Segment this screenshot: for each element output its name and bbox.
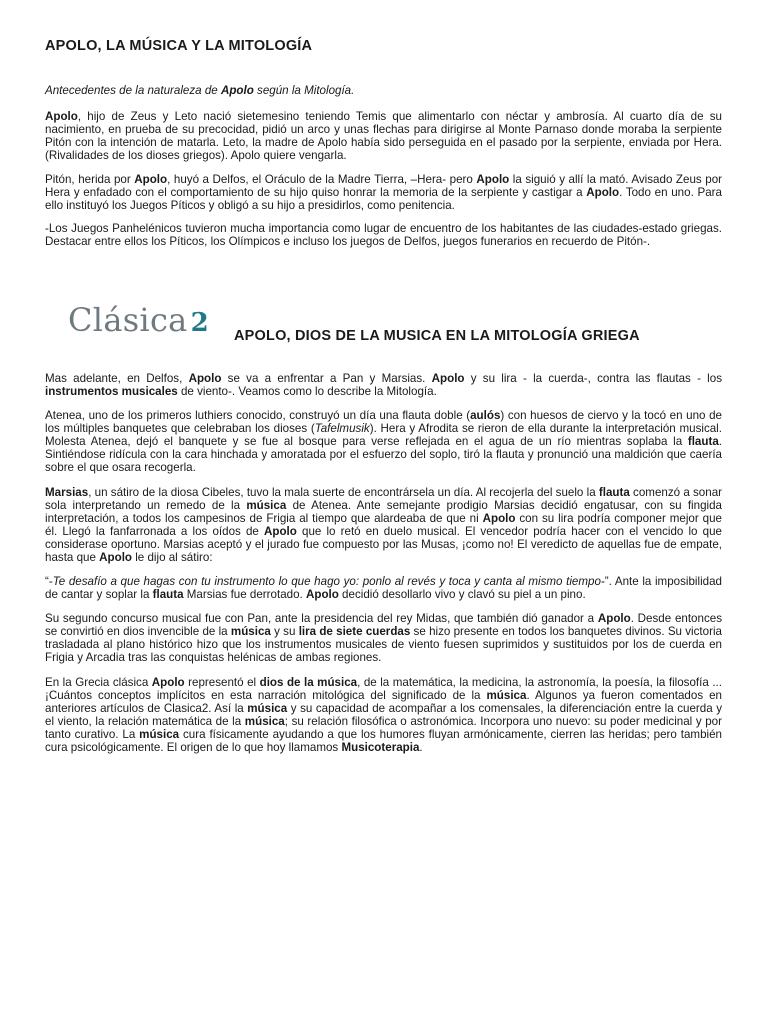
- bold-term: Musicoterapia: [341, 741, 420, 755]
- bold-term: Apolo: [151, 676, 185, 689]
- text-span: ; su relación filosófica o astronómica. Incorpora uno nuevo: su poder medicinal y por tanto curativo. La: [45, 715, 722, 742]
- bold-term: Apolo: [99, 551, 132, 565]
- paragraph-atenea: [45, 409, 722, 474]
- text-span: Su segundo concurso musical fue con Pan, ante la presidencia del rey Midas, que también dió ganador a: [45, 612, 598, 625]
- text-span: la siguió y allí la mató. Avisado Zeus por Hera y enfadado con el comportamiento de su hijo quiso honrar la memoria de la serpiente y castigar a: [45, 173, 723, 200]
- text-span: “-: [45, 575, 53, 588]
- text-span: , un sátiro de la diosa Cibeles, tuvo la mala suerte de encontrársela un día. Al recojerla del suelo la: [88, 486, 599, 499]
- text-span: que lo retó en duelo musical. El vencedor podría hacer con el vencido lo que considerase oportuno. Marsias aceptó y el jurado fue compuesto por las Musas, ¡como no! El veredicto de aquellas fue de empate, hasta que: [45, 525, 722, 565]
- paragraph-birth: [45, 110, 722, 162]
- text-span: se hizo presente en todos los banquetes divinos. Su victoria trasladada al plano histórico hizo que los instrumentos musicales de viento fuesen suprimidos y sustituidos por los de cuerda en Frigia y Arcadia tras las conquistas helénicas de ambas regiones.: [45, 625, 722, 665]
- intro-paragraph: [45, 84, 722, 97]
- text-span: Mas adelante, en Delfos,: [45, 372, 189, 385]
- text-span: representó el: [184, 676, 260, 689]
- paragraph-marsias: [45, 486, 722, 565]
- bold-term: Apolo: [482, 512, 516, 526]
- text-span: decidió desollarlo vivo y clavó su piel a un pino.: [338, 588, 586, 602]
- text-span: . Algunos ya fueron comentados en anteriores artículos de Clasica2. Así la: [45, 689, 722, 716]
- text-span: de Atenea. Ante semejante prodigio Marsias decidió engatusar, con su fingida interpretación, a todos los campesinos de Frigia al tiempo que alardeaba de que ni: [45, 499, 722, 526]
- text-span: con su lira podría componer mejor que él. Llegó la fanfarronada a los oídos de: [45, 512, 722, 539]
- text-span: y su lira - la cuerda-, contra las flautas - los: [464, 372, 722, 385]
- text-span: .: [419, 741, 423, 755]
- bold-term: música: [230, 625, 271, 639]
- bold-term: Apolo: [431, 372, 465, 385]
- paragraph-delfos: [45, 372, 722, 398]
- bold-term: Apolo: [134, 173, 168, 186]
- text-span: En la Grecia clásica: [45, 676, 152, 689]
- bold-term: Apolo: [188, 372, 222, 385]
- text-span: de viento-. Veamos como lo describe la Mitología.: [177, 385, 437, 399]
- bold-term: flauta: [152, 588, 184, 602]
- text-span: . Todo en uno. Para ello instituyó los Juegos Píticos y obligó a su hijo a presidirlos, como penitencia.: [45, 186, 722, 213]
- paragraph-piton: [45, 173, 722, 212]
- text-span: le dijo al sátiro:: [132, 551, 213, 565]
- text-span: , de la matemática, la medicina, la astronomía, la poesía, la filosofía ...¡Cuántos conceptos implícitos en esta narración mitológica del significado de la: [45, 676, 722, 703]
- bold-term: dios de la música: [259, 676, 358, 689]
- italic-quote: Te desafío a que hagas con tu instrumento lo que hago yo: ponlo al revés y toca y canta al mismo tiempo-: [52, 575, 605, 588]
- logo-word: Clásica: [68, 301, 188, 339]
- bold-term: Apolo: [476, 173, 510, 186]
- bold-term: Apolo: [305, 588, 339, 602]
- text-span: se va a enfrentar a Pan y Marsias.: [221, 372, 432, 385]
- text-span: Atenea, uno de los primeros luthiers conocido, construyó un día una flauta doble (: [45, 409, 471, 422]
- bold-term: Apolo: [220, 84, 254, 97]
- bold-term: flauta: [598, 486, 630, 499]
- text-span: Pitón, herida por: [45, 173, 135, 186]
- bold-term: Apolo: [264, 525, 297, 539]
- text-span: comenzó a sonar sola interpretando un remedo de la: [45, 486, 723, 513]
- paragraph-classical-greece: [45, 676, 722, 755]
- text-span: , huyó a Delfos, el Oráculo de la Madre Tierra, –Hera- pero: [167, 173, 477, 186]
- text-span: según la Mitología.: [253, 84, 355, 97]
- bold-term: Apolo: [597, 612, 631, 625]
- text-span: Antecedentes de la naturaleza de: [45, 84, 221, 97]
- italic-term: Tafelmusik: [314, 422, 370, 436]
- logo-number: 2: [190, 308, 209, 338]
- bold-term: música: [244, 715, 285, 729]
- text-span: ) con huesos de ciervo y la tocó en uno de los múltiples banquetes que celebraban los dioses (: [45, 409, 722, 436]
- clasica2-logo: [68, 300, 209, 343]
- bold-term: música: [247, 702, 288, 716]
- bold-term: Marsias: [45, 486, 89, 499]
- text-span: ). Hera y Afrodita se rieron de ella durante la interpretación musical. Molesta Atenea, dejó el banquete y se fue al bosque para verse reflejada en el agua de un río mientras soplaba la: [45, 422, 722, 449]
- text-span: ”. Ante la imposibilidad de cantar y soplar la: [45, 575, 722, 602]
- paragraph-games: -Los Juegos Panhelénicos tuvieron mucha importancia como lugar de encuentro de los habitantes de las ciudades-estado griegas. Destacar entre ellos los Píticos, los Olímpicos e incluso los juegos de Delfos, juegos funerarios en recuerdo de Pitón-.: [45, 222, 722, 249]
- text-span: y su capacidad de acompañar a los comensales, la diferenciación entre la cuerda y el viento, la relación matemática de la: [45, 702, 722, 729]
- bold-term: música: [486, 689, 527, 703]
- text-span: y su: [270, 625, 299, 639]
- bold-term: flauta: [687, 435, 719, 449]
- bold-term: música: [139, 728, 180, 742]
- section-subtitle: APOLO, DIOS DE LA MUSICA EN LA MITOLOGÍA GRIEGA: [234, 328, 640, 344]
- bold-term: instrumentos musicales: [45, 385, 178, 399]
- paragraph-challenge: [45, 575, 722, 601]
- bold-term: lira de siete cuerdas: [298, 625, 411, 639]
- text-span: . Desde entonces se convirtió en dios invencible de la: [45, 612, 722, 639]
- bold-term: aulós: [470, 409, 501, 422]
- paragraph-pan: [45, 612, 722, 664]
- bold-term: Apolo: [586, 186, 620, 200]
- text-span: , hijo de Zeus y Leto nació sietemesino teniendo Temis que alimentarlo con néctar y ambrosía. Al cuarto día de su nacimiento, en prueba de su precocidad, pidió un arco y unas flechas para dirigirse al Monte Parnaso donde moraba la serpiente Pitón con la intención de matarla. Leto, la madre de Apolo había sido perseguida en el pasado por la serpiente, enviada por Hera. (Rivalidades de los dioses griegos). Apolo quiere vengarla.: [45, 110, 722, 163]
- page-title: APOLO, LA MÚSICA Y LA MITOLOGÍA: [45, 38, 313, 54]
- text-span: cura físicamente ayudando a que los humores fluyan armónicamente, cierren las heridas; pero también cura psicológicamente. El origen de lo que hoy llamamos: [45, 728, 722, 755]
- bold-term: Apolo: [45, 110, 78, 123]
- text-span: . Sintiéndose ridícula con la cara hinchada y amoratada por el esfuerzo del soplo, tiró la flauta y pronunció una maldición que caería sobre el que osara recogerla.: [45, 435, 722, 475]
- bold-term: música: [246, 499, 287, 513]
- text-span: Marsias fue derrotado.: [183, 588, 306, 602]
